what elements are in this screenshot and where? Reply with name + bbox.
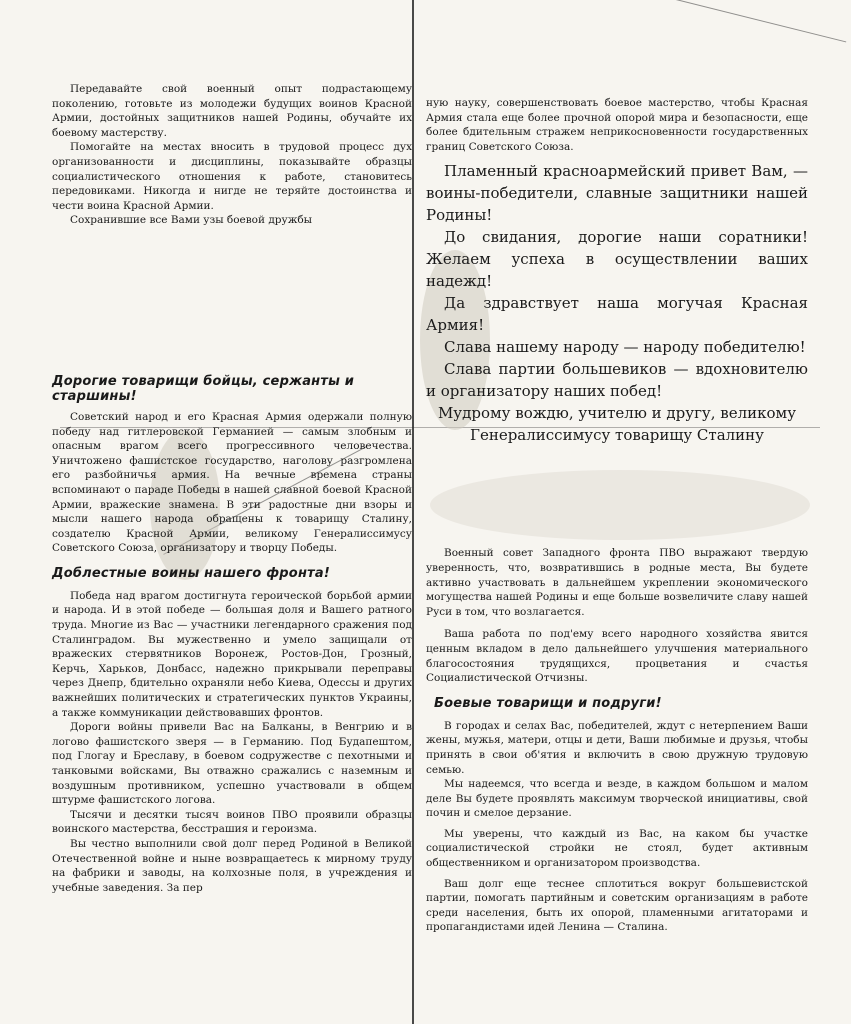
paragraph: Военный совет Западного фронта ПВО выражают твердую уверенность, что, возвратившись в родные места, Вы будете активно участвовать в дальнейшем укреплении экономического могущества нашей Родины и еще больше возвеличите славу нашей Руси в том, что возлагается. (426, 547, 808, 618)
diagonal-tear-mark (594, 0, 847, 42)
paragraph: ную науку, совершенствовать боевое мастерство, чтобы Красная Армия стала еще более прочной опорой мира и безопасности, еще более бдительным стражем неприкосновенности государственных границ Советского Союза. (426, 97, 808, 153)
slogan: Слава партии большевиков — вдохновителю и организатору наших побед! (426, 360, 808, 401)
paragraph: Мы надеемся, что всегда и везде, в каждом большом и малом деле Вы будете проявлять максимум творческой инициативы, свой почин и смелое дерзание. (426, 778, 808, 820)
right-column (426, 96, 808, 935)
greeting-paragraph: До свидания, дорогие наши соратники! Желаем успеха в осуществлении ваших надежд! (426, 228, 808, 291)
section-heading: Дорогие товарищи бойцы, сержанты и старшины! (52, 373, 355, 404)
paragraph: Вы честно выполнили свой долг перед Родиной в Великой Отечественной войне и ныне возвращаетесь к мирному труду на фабрики и заводы, на колхозные поля, в учреждения и учебные заведения. За пер (52, 837, 412, 894)
section-heading: Боевые товарищи и подруги! (434, 695, 662, 711)
slogan: Слава нашему народу — народу победителю! (444, 338, 806, 357)
slogan: Мудрому вождю, учителю и другу, великому Генералиссимусу товарищу Сталину (437, 404, 797, 445)
left-column (52, 82, 412, 895)
paragraph: Тысячи и десятки тысяч воинов ПВО проявили образцы воинского мастерства, бесстрашия и героизма. (52, 808, 412, 836)
greeting-paragraph: Пламенный красноармейский привет Вам, — воины-победители, славные защитники нашей Родины! (426, 162, 808, 225)
paragraph: Ваш долг еще теснее сплотиться вокруг большевистской партии, помогать партийным и советским организациям в работе среди населения, быть их опорой, пламенными агитаторами и пропагандистами идей Ленина — Сталина. (426, 877, 808, 934)
paragraph: Ваша работа по под'ему всего народного хозяйства явится ценным вкладом в дело дальнейшего улучшения материального благосостояния трудящихся, процветания и счастья Социалистической Отчизны. (426, 628, 808, 685)
paragraph: Передавайте свой военный опыт подрастающему поколению, готовьте из молодежи будущих воинов Красной Армии, достойных защитников нашей Родины, обучайте их боевому мастерству. (52, 83, 412, 139)
paragraph: Мы уверены, что каждый из Вас, на каком бы участке социалистической стройки не стоял, будет активным общественником и организатором производства. (426, 827, 808, 870)
paragraph: Советский народ и его Красная Армия одержали полную победу над гитлеровской Германией — самым злобным и опасным врагом всего прогрессивного человечества. Уничтожено фашистское государство, наголову разгромлена его разбойничья армия. На вечные времена страны вспоминают о параде Победы в нашей славной боевой Красной Армии, вражеские знамена. В эти радостные дни взоры и мысли нашего народа обращены к товарищу Сталину, создателю Красной Армии, великому Генералиссимусу Советского Союза, организатору и творцу Победы. (52, 410, 412, 555)
paragraph: В городах и селах Вас, победителей, ждут с нетерпением Ваши жены, мужья, матери, отцы и дети, Ваши любимые и друзья, чтобы принять в свои об'ятия и включить в свою дружную трудовую семью. (426, 719, 808, 776)
paragraph: Сохранившие все Вами узы боевой дружбы (70, 214, 313, 227)
vertical-tear-line (412, 0, 414, 1024)
paragraph: Дороги войны привели Вас на Балканы, в Венгрию и в логово фашистского зверя — в Германию. Под Будапештом, под Глогау и Бреславу, в боевом содружестве с пехотными и танковыми войсками, Вы отважно сражались с наземным и воздушным противником, успешно участвовали в общем штурме фашистского логова. (52, 721, 412, 807)
paragraph: Победа над врагом достигнута героической борьбой армии и народа. И в этой победе — большая доля и Вашего ратного труда. Многие из Вас — участники легендарного сражения под Сталинградом. Вы мужественно и умело защищали от вражеских стервятников Воронеж, Ростов-Дон, Грозный, Керчь, Харьков, Донбасс, надежно прикрывали переправы через Днепр, бдительно охраняли небо Киева, Одессы и других важнейших политических и стратегических пунктов Украины, а также коммуникации действовавших фронтов. (52, 589, 412, 719)
section-heading: Доблестные воины нашего фронта! (52, 565, 330, 581)
paragraph: Помогайте на местах вносить в трудовой процесс дух организованности и дисциплины, показывайте образцы социалистического отношения к работе, становитесь передовиками. Никогда и нигде не теряйте достоинства и чести воина Красной Армии. (52, 141, 412, 212)
slogan: Да здравствует наша могучая Красная Армия! (426, 294, 808, 335)
